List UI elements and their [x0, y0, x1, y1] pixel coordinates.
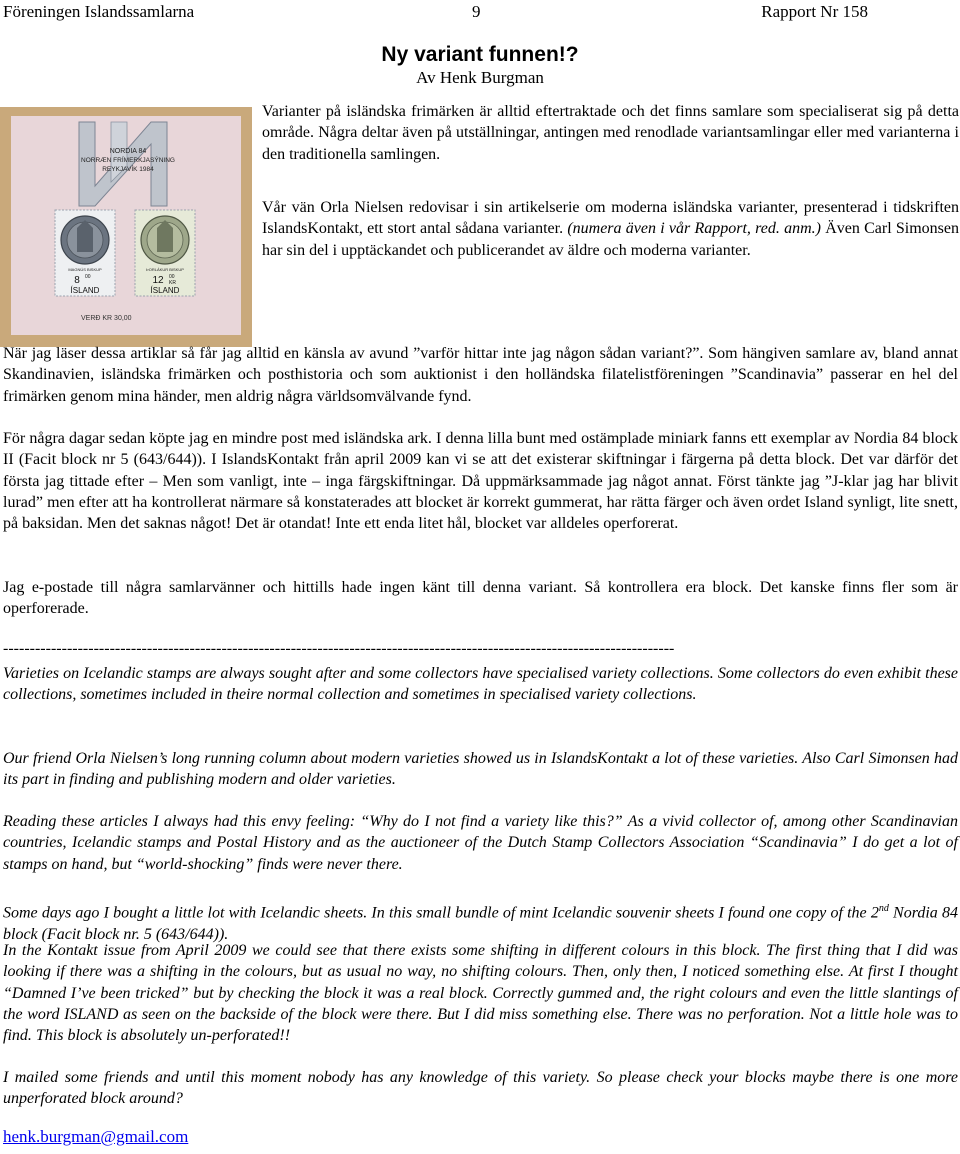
sv-paragraph-3: När jag läser dessa artiklar så får jag alltid en känsla av avund ”varför hittar inte jag någon sådan variant?”. Som hängiven samlare av, bland annat Skandinavien, isländska frimärken och posthistoria och som auktionist i den holländska filatelistföreningen ”Scandinavia” passerar en hel del frimärken genom mina händer, men aldrig några världsomvälvande fynd. [3, 345, 958, 405]
left-stamp-caption: MAGNÚS BISKUP [68, 267, 102, 272]
right-stamp-country: ÍSLAND [150, 286, 180, 295]
sv-paragraph-1: Varianter på isländska frimärken är alltid eftertraktade och det finns samlare som specialiserat sig på detta område. Några deltar även på utställningar, antingen med renodlade variantsamlingar eller med varianterna i den traditionella samlingen. [262, 103, 959, 163]
sv-paragraph-2-end: Även Carl Simonsen har sin del i upptäckandet och publicerandet av äldre och moderna varianter. [262, 220, 959, 259]
page-number: 9 [472, 2, 481, 21]
en-paragraph-1: Varieties on Icelandic stamps are always sought after and some collectors have specialised variety collections. Some collectors do even exhibit these collections, sometimes included in theire normal collection and sometimes in specialised variety collections. [3, 665, 958, 704]
author-email-link[interactable]: henk.burgman@gmail.com [3, 1127, 189, 1146]
left-stamp [55, 210, 115, 296]
left-stamp-value-sup: 00 [85, 274, 91, 280]
sheet-line2: NORRÆN FRÍMERKJASÝNING [81, 157, 175, 164]
souvenir-sheet [11, 116, 241, 335]
sheet-line1: NORDIA 84 [109, 148, 147, 155]
right-stamp [135, 210, 195, 296]
sheet-price: VERÐ KR 30,00 [81, 315, 132, 322]
right-stamp-value: 12 [152, 275, 164, 286]
right-stamp-kr: KR [169, 280, 176, 286]
header-left: Föreningen Islandssamlarna [3, 2, 195, 21]
nordia-logo-icon [79, 122, 167, 206]
en-paragraph-4-sup: nd [878, 903, 889, 914]
sv-paragraph-5: Jag e-postade till några samlarvänner och hittills hade ingen känt till denna variant. Så kontrollera era block. Det kanske finns fler som är operforerade. [3, 579, 958, 618]
section-separator: ------------------------------------------------------------------------------------------------------------------------------ [3, 640, 675, 657]
sheet-line3: REYKJAVÍK 1984 [102, 166, 154, 173]
en-paragraph-3: Reading these articles I always had this envy feeling: “Why do I not find a variety like this?” As a vivid collector of, among other Scandinavian countries, Icelandic stamps and Postal History and as the auctioneer of the Dutch Stamp Collectors Association “Scandinavia” I do get a lot of stamps on hand, but “world-shocking” finds were never there. [3, 813, 958, 873]
en-paragraph-4-a: Some days ago I bought a little lot with Icelandic sheets. In this small bundle of mint Icelandic souvenir sheets I found one copy of the 2 [3, 904, 879, 922]
left-stamp-country: ÍSLAND [70, 286, 100, 295]
sv-paragraph-4: För några dagar sedan köpte jag en mindre post med isländska ark. I denna lilla bunt med ostämplade miniark fanns ett exemplar av Nordia 84 block II (Facit block nr 5 (643/644)). I IslandsKontakt från april 2009 kan vi se att det existerar skiftningar i färgerna på detta block. Det var därför det första jag tittade efter – Men som vanligt, inte – inga färgskiftningar. Då uppmärksammade jag något annat. Först tänkte jag ”J-klar jag har blivit lurad” men efter att ha kontrollerat närmare så konstaterades att blocket är korrekt gummerat, har rätta färger och även ordet Island synligt, lite snett, på baksidan. Men det saknas något! Det är otandat! Inte ett enda litet hål, blocket var alldeles operforerat. [3, 430, 958, 533]
left-stamp-value: 8 [74, 275, 80, 286]
right-stamp-value-sup: 00 [169, 274, 175, 280]
sv-paragraph-2 [262, 197, 959, 261]
article-author: Av Henk Burgman [416, 68, 544, 87]
en-paragraph-2: Our friend Orla Nielsen’s long running column about modern varieties showed us in IslandsKontakt a lot of these varieties. Also Carl Simonsen had its part in finding and publishing modern and older varieties. [3, 750, 958, 789]
en-paragraph-4-b: Nordia 84 block (Facit block nr. 5 (643/644)). [3, 904, 959, 943]
stamp-sheet-image [0, 107, 252, 347]
sv-editor-note: (numera även i vår Rapport, red. anm.) [567, 220, 821, 238]
souvenir-sheet-graphic [11, 116, 241, 335]
en-paragraph-6: I mailed some friends and until this moment nobody has any knowledge of this variety. So please check your blocks maybe there is one more unperforated block around? [3, 1069, 958, 1108]
header-right: Rapport Nr 158 [761, 2, 868, 21]
article-title: Ny variant funnen!? [381, 43, 579, 66]
right-stamp-caption: ÞORLÁKUR BISKUP [146, 267, 184, 272]
en-paragraph-5: In the Kontakt issue from April 2009 we could see that there exists some shifting in different colours in this block. The first thing that I did was looking if there was a shifting in the colours, but as usual no way, no shifting colours. Then, only then, I noticed something else. At first I thought “Damned I’ve been tricked” but by checking the block it was a real block. Correctly gummed and, the right colours and even the little slantings of the word ISLAND as seen on the backside of the block were there. But I did miss something else. There was no perforation. Not a little hole was to find. This block is absolutely un-perforated!! [3, 942, 958, 1045]
sv-paragraph-2-main: Vår vän Orla Nielsen redovisar i sin artikelserie om moderna isländska varianter, presenterad i tidskriften IslandsKontakt, ett stort antal sådana varianter. [262, 199, 959, 238]
en-paragraph-4 [3, 898, 958, 945]
